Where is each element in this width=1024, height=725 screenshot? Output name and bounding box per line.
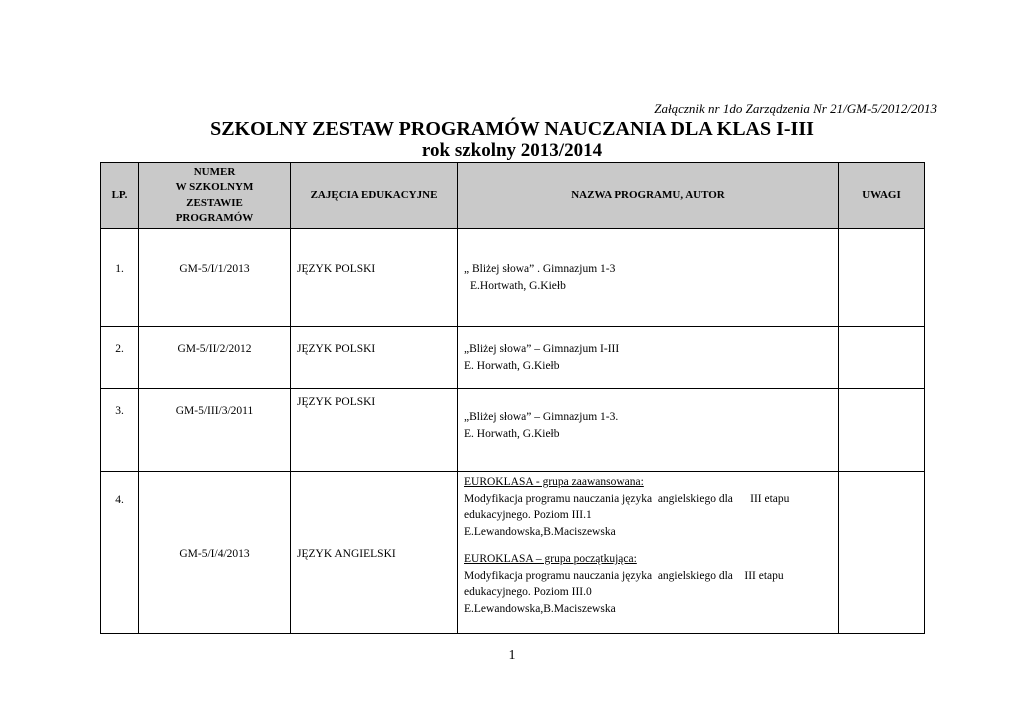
row-lp: 4. xyxy=(101,472,139,634)
row-program: „Bliżej słowa” – Gimnazjum 1-3. E. Horwath, G.Kiełb xyxy=(458,389,839,472)
page-number: 1 xyxy=(508,648,516,663)
row-numer: GM-5/II/2/2012 xyxy=(139,327,291,389)
row-numer: GM-5/I/4/2013 xyxy=(139,472,291,634)
row-numer: GM-5/III/3/2011 xyxy=(139,389,291,472)
row-program: EUROKLASA - grupa zaawansowana: Modyfikacja programu nauczania języka angielskiego dla III etapu edukacyjnego. Poziom III.1 E.Lewandowska,B.Maciszewska EUROKLASA – grupa początkująca: Modyfikacja programu nauczania języka angielskiego dla III etapu edukacyjnego. Poziom III.0 E.Lewandowska,B.Maciszewska xyxy=(458,472,839,634)
row-uwagi xyxy=(839,472,925,634)
row-zajecia: JĘZYK POLSKI xyxy=(291,229,458,327)
header-lp: LP. xyxy=(101,163,139,229)
row-uwagi xyxy=(839,327,925,389)
row-lp: 2. xyxy=(101,327,139,389)
row-uwagi xyxy=(839,229,925,327)
row-zajecia: JĘZYK POLSKI xyxy=(291,327,458,389)
annex-reference: Załącznik nr 1do Zarządzenia Nr 21/GM-5/2012/2013 xyxy=(654,101,937,116)
program-table xyxy=(100,162,925,634)
school-year-subtitle: rok szkolny 2013/2014 xyxy=(421,140,603,161)
table-row xyxy=(101,229,925,327)
header-numer: NUMER W SZKOLNYM ZESTAWIE PROGRAMÓW xyxy=(139,163,291,229)
group-heading: EUROKLASA – grupa początkująca: xyxy=(464,553,637,565)
row-lp: 3. xyxy=(101,389,139,472)
table-row xyxy=(101,327,925,389)
row-uwagi xyxy=(839,389,925,472)
row-zajecia: JĘZYK POLSKI xyxy=(291,389,458,472)
group-heading: EUROKLASA - grupa zaawansowana: xyxy=(464,476,644,488)
row-numer: GM-5/I/1/2013 xyxy=(139,229,291,327)
document-title: SZKOLNY ZESTAW PROGRAMÓW NAUCZANIA DLA KLAS I-III xyxy=(210,118,814,140)
table-row xyxy=(101,389,925,472)
row-zajecia: JĘZYK ANGIELSKI xyxy=(291,472,458,634)
table-row xyxy=(101,472,925,634)
table-header-row xyxy=(101,163,925,229)
row-lp: 1. xyxy=(101,229,139,327)
row-program: „ Bliżej słowa” . Gimnazjum 1-3 E.Hortwath, G.Kiełb xyxy=(458,229,839,327)
header-uwagi: UWAGI xyxy=(839,163,925,229)
row-program: „Bliżej słowa” – Gimnazjum I-III E. Horwath, G.Kiełb xyxy=(458,327,839,389)
header-nazwa: NAZWA PROGRAMU, AUTOR xyxy=(458,163,839,229)
header-zajecia: ZAJĘCIA EDUKACYJNE xyxy=(291,163,458,229)
